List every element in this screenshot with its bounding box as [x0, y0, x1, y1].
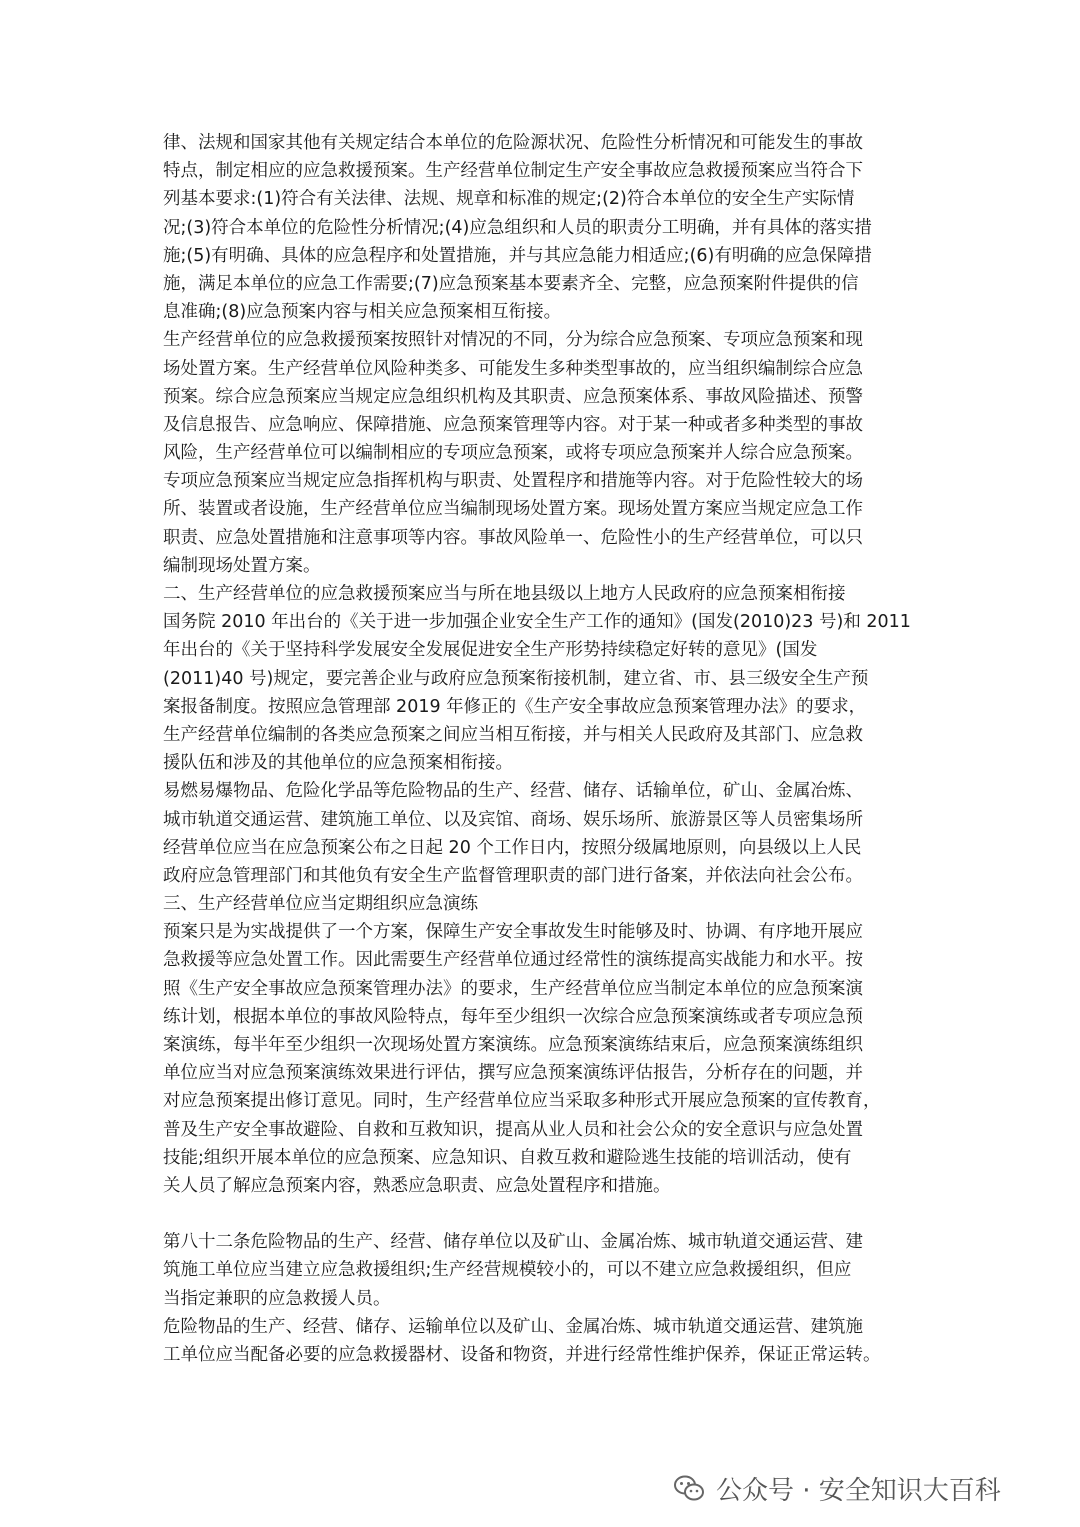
section-heading: 二、生产经营单位的应急救援预案应当与所在地县级以上地方人民政府的应急预案相衔接 — [163, 584, 846, 604]
article-line: 第八十二条危险物品的生产、经营、储存单位以及矿山、金属冶炼、城市轨道交通运营、建 — [163, 1232, 863, 1253]
article-line: 工单位应当配备必要的应急救援器材、设备和物资，并进行经常性维护保养，保证正常运转。 — [163, 1344, 881, 1365]
text-line: 风险，生产经营单位可以编制相应的专项应急预案，或将专项应急预案并人综合应急预案。 — [163, 443, 863, 464]
text-line: 预案只是为实战提供了一个方案，保障生产安全事故发生时能够及时、协调、有序地开展应 — [163, 922, 863, 943]
text-line: 政府应急管理部门和其他负有安全生产监督管理职责的部门进行备案，并依法向社会公布。 — [163, 865, 863, 886]
text-line: 生产经营单位编制的各类应急预案之间应当相互衔接，并与相关人民政府及其部门、应急救 — [163, 724, 863, 745]
watermark-text: 公众号 · 安全知识大百科 — [716, 1475, 1001, 1506]
text-line: 技能;组织开展本单位的应急预案、应急知识、自救互救和避险逃生技能的培训活动，使有 — [163, 1147, 852, 1168]
text-line: 息准确;(8)应急预案内容与相关应急预案相互衔接。 — [163, 302, 562, 323]
article-line: 筑施工单位应当建立应急救援组织;生产经营规模较小的，可以不建立应急救援组织，但应 — [163, 1260, 852, 1281]
text-line: (2011)40 号)规定，要完善企业与政府应急预案衔接机制，建立省、市、县三级安全生产预 — [163, 668, 869, 689]
document-body — [163, 129, 921, 1369]
text-line: 练计划，根据本单位的事故风险特点，每年至少组织一次综合应急预案演练或者专项应急预 — [163, 1006, 863, 1027]
text-line: 易燃易爆物品、危险化学品等危险物品的生产、经营、储存、话输单位，矿山、金属冶炼、 — [163, 781, 863, 802]
text-line: 急救援等应急处置工作。因此需要生产经营单位通过经常性的演练提高实战能力和水平。按 — [163, 950, 863, 971]
wechat-icon — [672, 1471, 706, 1505]
watermark — [672, 1468, 1001, 1508]
text-line: 单位应当对应急预案演练效果进行评估，撰写应急预案演练评估报告，分析存在的问题，并 — [163, 1063, 863, 1084]
text-line: 关人员了解应急预案内容，熟悉应急职责、应急处置程序和措施。 — [163, 1175, 671, 1196]
text-line: 场处置方案。生产经营单位风险种类多、可能发生多种类型事故的，应当组织编制综合应急 — [163, 358, 863, 379]
text-line: 案报备制度。按照应急管理部 2019 年修正的《生产安全事故应急预案管理办法》的要求， — [163, 696, 867, 717]
text-line: 律、法规和国家其他有关规定结合本单位的危险源状况、危险性分析情况和可能发生的事故 — [163, 133, 863, 153]
text-line: 普及生产安全事故避险、自救和互救知识，提高从业人员和社会公众的安全意识与应急处置 — [163, 1119, 863, 1140]
text-line: 照《生产安全事故应急预案管理办法》的要求，生产经营单位应当制定本单位的应急预案演 — [163, 978, 863, 999]
text-line: 年出台的《关于坚持科学发展安全发展促进安全生产形势持续稳定好转的意见》(国发 — [163, 640, 818, 661]
section-heading: 三、生产经营单位应当定期组织应急演练 — [163, 894, 478, 915]
text-line: 案演练，每半年至少组织一次现场处置方案演练。应急预案演练结束后，应急预案演练组织 — [163, 1035, 863, 1055]
text-line: 生产经营单位的应急救援预案按照针对情况的不同，分为综合应急预案、专项应急预案和现 — [163, 330, 863, 351]
article-line: 危险物品的生产、经营、储存、运输单位以及矿山、金属冶炼、城市轨道交通运营、建筑施 — [163, 1316, 863, 1337]
text-line: 城市轨道交通运营、建筑施工单位、以及宾馆、商场、娱乐场所、旅游景区等人员密集场所 — [163, 809, 863, 830]
text-line: 经营单位应当在应急预案公布之日起 20 个工作日内，按照分级属地原则，向县级以上人民 — [163, 837, 862, 858]
text-line: 所、装置或者设施，生产经营单位应当编制现场处置方案。现场处置方案应当规定应急工作 — [163, 499, 863, 520]
text-line: 国务院 2010 年出台的《关于进一步加强企业安全生产工作的通知》(国发(2010)23 号)和 2011 — [163, 612, 911, 633]
text-line: 援队伍和涉及的其他单位的应急预案相衔接。 — [163, 753, 513, 774]
text-line: 预案。综合应急预案应当规定应急组织机构及其职责、应急预案体系、事故风险描述、预警 — [163, 386, 863, 407]
text-line: 职责、应急处置措施和注意事项等内容。事故风险单一、危险性小的生产经营单位，可以只 — [163, 527, 863, 548]
paragraph-gap — [163, 1200, 921, 1228]
article-line: 当指定兼职的应急救援人员。 — [163, 1288, 391, 1309]
text-line: 及信息报告、应急响应、保障措施、应急预案管理等内容。对于某一种或者多种类型的事故 — [163, 414, 863, 435]
text-line: 特点，制定相应的应急救援预案。生产经营单位制定生产安全事故应急救援预案应当符合下 — [163, 161, 863, 182]
text-line: 况;(3)符合本单位的危险性分析情况;(4)应急组织和人员的职责分工明确，并有具体的落实措 — [163, 217, 872, 238]
text-line: 施;(5)有明确、具体的应急程序和处置措施，并与其应急能力相适应;(6)有明确的应急保障措 — [163, 245, 872, 266]
text-line: 编制现场处置方案。 — [163, 555, 321, 576]
text-line: 施，满足本单位的应急工作需要;(7)应急预案基本要素齐全、完整，应急预案附件提供的信 — [163, 273, 859, 294]
text-line: 专项应急预案应当规定应急指挥机构与职责、处置程序和措施等内容。对于危险性较大的场 — [163, 471, 863, 492]
text-line: 对应急预案提出修订意见。同时，生产经营单位应当采取多种形式开展应急预案的宣传教育， — [163, 1091, 881, 1112]
text-line: 列基本要求:(1)符合有关法律、法规、规章和标准的规定;(2)符合本单位的安全生产实际情 — [163, 189, 855, 210]
